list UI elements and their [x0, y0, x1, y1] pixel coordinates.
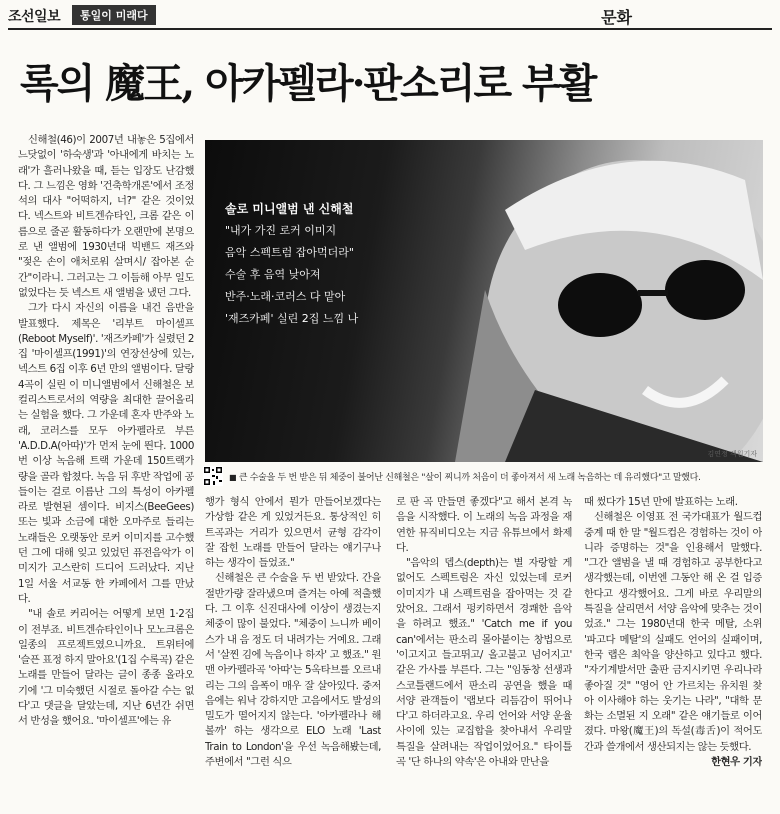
- header-rule: [8, 28, 772, 30]
- caption-marker: ■: [229, 473, 237, 482]
- paragraph: 신해철(46)이 2007년 내놓은 5집에서 느닷없이 '하숙생'과 '아내에게 바치는 노래'가 흘러나왔을 때, 듣는 입장도 난감했다. 그 느낌은 영화 '건축학개론'에서 조정석의 대사 "어떡하지, 너?" 같은 것이었다. 넥스트와 비트겐슈타인, 크롬 같은 이름으로 줄곧 활동하다가 오랜만에 본명으로 낸 앨범에 1930년대 빅밴드 재즈와 "젖은 손이 애처로워 살며시/ 잡아본 순간"이라니. 그러고는 그 이듬해 아무 일도 없었다는 듯 넥스트 새 앨범을 냈던 그다.: [18, 134, 194, 299]
- page-header: [8, 4, 772, 28]
- photo-caption: [203, 466, 763, 488]
- article-headline: 록의 魔王, 아카펠라·판소리로 부활: [20, 60, 596, 107]
- section-name: 문화: [601, 8, 632, 27]
- paragraph: 그가 다시 자신의 이름을 내건 음반을 발표했다. 제목은 '리부트 마이셀프(Reboot Myself)'. '재즈카페'가 실렸던 2집 '마이셀프(1991)'의 연장선상에 있는, 넥스트 6집 이후 6년 만의 앨범이다. 달랑 4곡이 실린 이 미니앨범에서 신해철은 보컬리스트로서의 역량을 최대한 끌어올리는 실험을 했다. 그 가운데 혼자 반주와 노래, 코러스를 모두 아카펠라로 부른 'A.D.D.A(아따)'가 먼저 눈에 띈다. 1000번 이상 녹음해 트랙 가운데 150트랙가량을 골라 합쳤다. 녹음 뒤 후반 작업에 공들이는 걸로 이름난 그의 특성이 아카펠라로 발현된 셈이다. 비지스(BeeGees) 또는 빛과 소금에 대한 오마주로 들리는 노래들은 오랫동안 로커 이미지를 고수했던 그에 대해 잊고 있었던 퓨전음악가 이미지가 고스란히 드디어 드러났다. 지난 1일 서울 서교동 한 카페에서 그를 만났다.: [18, 302, 194, 605]
- caption-text: [229, 470, 701, 483]
- byline: 한현우 기자: [711, 756, 762, 769]
- photo-caption-overlay: [225, 198, 358, 330]
- paragraph: 신해철은 큰 수술을 두 번 받았다. 간을 절반가량 잘라냈으며 즐겨는 아예 적출했다. 그 이후 신진대사에 이상이 생겼는지 체중이 많이 불었다. "체중이 느니까 베이스가 내 음 정도 더 내려가는 거예요. 그래서 '살찐 김에 녹음이나 하자' 고 했죠." 원맨 아카펠라곡 '아따'는 5옥타브를 오르내리는 그의 음폭이 매우 잘 살아있다. 중저음에는 워낙 강하지만 고음에서도 발성의 밀도가 떨어지지 않는다. '아카펠라나 해볼까' 하는 생각으로 ELO 노래 'Last Train to London'을 우선 녹음해봤는데, 주변에서 "그런 식으: [205, 572, 381, 769]
- column-1: [18, 133, 194, 808]
- qr-code-icon[interactable]: [203, 466, 223, 486]
- paragraph: 신해철은 이영표 전 국가대표가 월드컵 중계 때 한 말 "월드컵은 경험하는 것이 아니라 증명하는 것"을 인용해서 말했다. "그간 앨범을 낼 때 경험하고 공부한다고 생각했는데, 이번엔 그동안 해 온 걸 입증한다고 생각했어요. 그게 바로 우리말의 특질을 살리면서 서양 음악에 맞추는 것이었죠." 그는 1980년대 한국 메탈, 소위 '파고다 메탈'의 실패도 언어의 실패이며, 한국 랩은 최악을 양산하고 있다고 했다. "자기계발서만 출판 금지시키면 우리나라 좋아질 것" "영어 안 가르치는 유치원 찾아 이사해야 하는 웃기는 나라", "대학 문화는 소멸된 지 오래" 같은 얘기들로 이어졌다. 마왕(魔王)의 독설(毒舌)이 적어도 간과 쓸개에서 생산되지는 않는 듯했다.: [584, 511, 762, 753]
- overlay-line: '재즈카페' 실린 2집 느낌 나: [225, 312, 359, 325]
- paragraph: "음악의 뎁스(depth)는 별 자랑할 게 없어도 스펙트럼은 자신 있었는데 로커 이미지가 내 스펙트럼을 잡아먹는 것 같았어요. 그래서 펑키하면서 경쾌한 음악을 하려고 했죠." 'Catch me if you can'에서는 판소리 몰아붙이는 창법으로 '이고지고 들고뛰고/ 올고불고 넘어지고' 같은 가사를 부른다. 그는 "임동창 선생과 스코틀랜드에서 판소리 공연을 했을 때 서양 관객들이 '랩보다 리듬감이 뛰어나다'고 하더라고요. 우리 언어와 서양 운율 사이에 있는 교집합을 찾아내서 우리말 특질을 살려내는 작업이었어요." 타이틀곡 '단 하나의 약속'은 아내와 만난을: [396, 557, 572, 769]
- paragraph: 때 썼다가 15년 만에 발표하는 노래.: [584, 496, 738, 508]
- paragraph: "내 솔로 커리어는 어떻게 보면 1·2집이 전부죠. 비트겐슈타인이나 모노크롬은 일종의 프로젝트였으니까요. 트위터에 '슬픈 표정 하지 말아요'(1집 수록곡) 같은 노래를 만들어 달라는 글이 종종 올라오기에 '그 미숙했던 시절로 돌아갈 수는 없다'고 댓글을 달았는데, 지난 6년간 쉬면서 반성을 했어요. '마이셀프'에는 유: [18, 608, 194, 728]
- overlay-title: 솔로 미니앨범 낸 신해철: [225, 202, 354, 216]
- overlay-line: 음악 스펙트럼 잡아먹더라": [225, 246, 354, 259]
- column-3: [396, 495, 572, 808]
- newspaper-name: 조선일보: [8, 9, 61, 25]
- photo-credit: 김연정 객원기자: [707, 450, 757, 458]
- overlay-line: "내가 가진 로커 이미지: [225, 224, 337, 237]
- caption-body: 큰 수술을 두 번 받은 뒤 체중이 불어난 신해철은 "살이 찌니까 처음이 더 좋아져서 새 노래 녹음하는 데 유리했다"고 말했다.: [238, 473, 701, 483]
- overlay-line: 수술 후 음역 낮아져: [225, 268, 321, 281]
- column-4: [584, 495, 762, 808]
- column-2: [205, 495, 381, 808]
- header-tag: 통일이 미래다: [72, 5, 156, 25]
- overlay-line: 반주·노래·코러스 다 맡아: [225, 290, 346, 303]
- article-photo: [205, 140, 763, 462]
- paragraph: 로 판 곡 만들면 좋겠다"고 해서 본격 녹음을 시작했다. 이 노래의 녹음 과정을 재연한 뮤직비디오는 지금 유튜브에서 화제다.: [396, 496, 572, 554]
- paragraph: 행가 형식 안에서 뭔가 만들어보겠다는 가상함 같은 게 있었거든요. 통상적인 히트곡과는 거리가 있으면서 균형 감각이 잘 잡힌 노래를 만들어 달라는 얘기구나 하는 생각이 들었죠.": [205, 496, 381, 570]
